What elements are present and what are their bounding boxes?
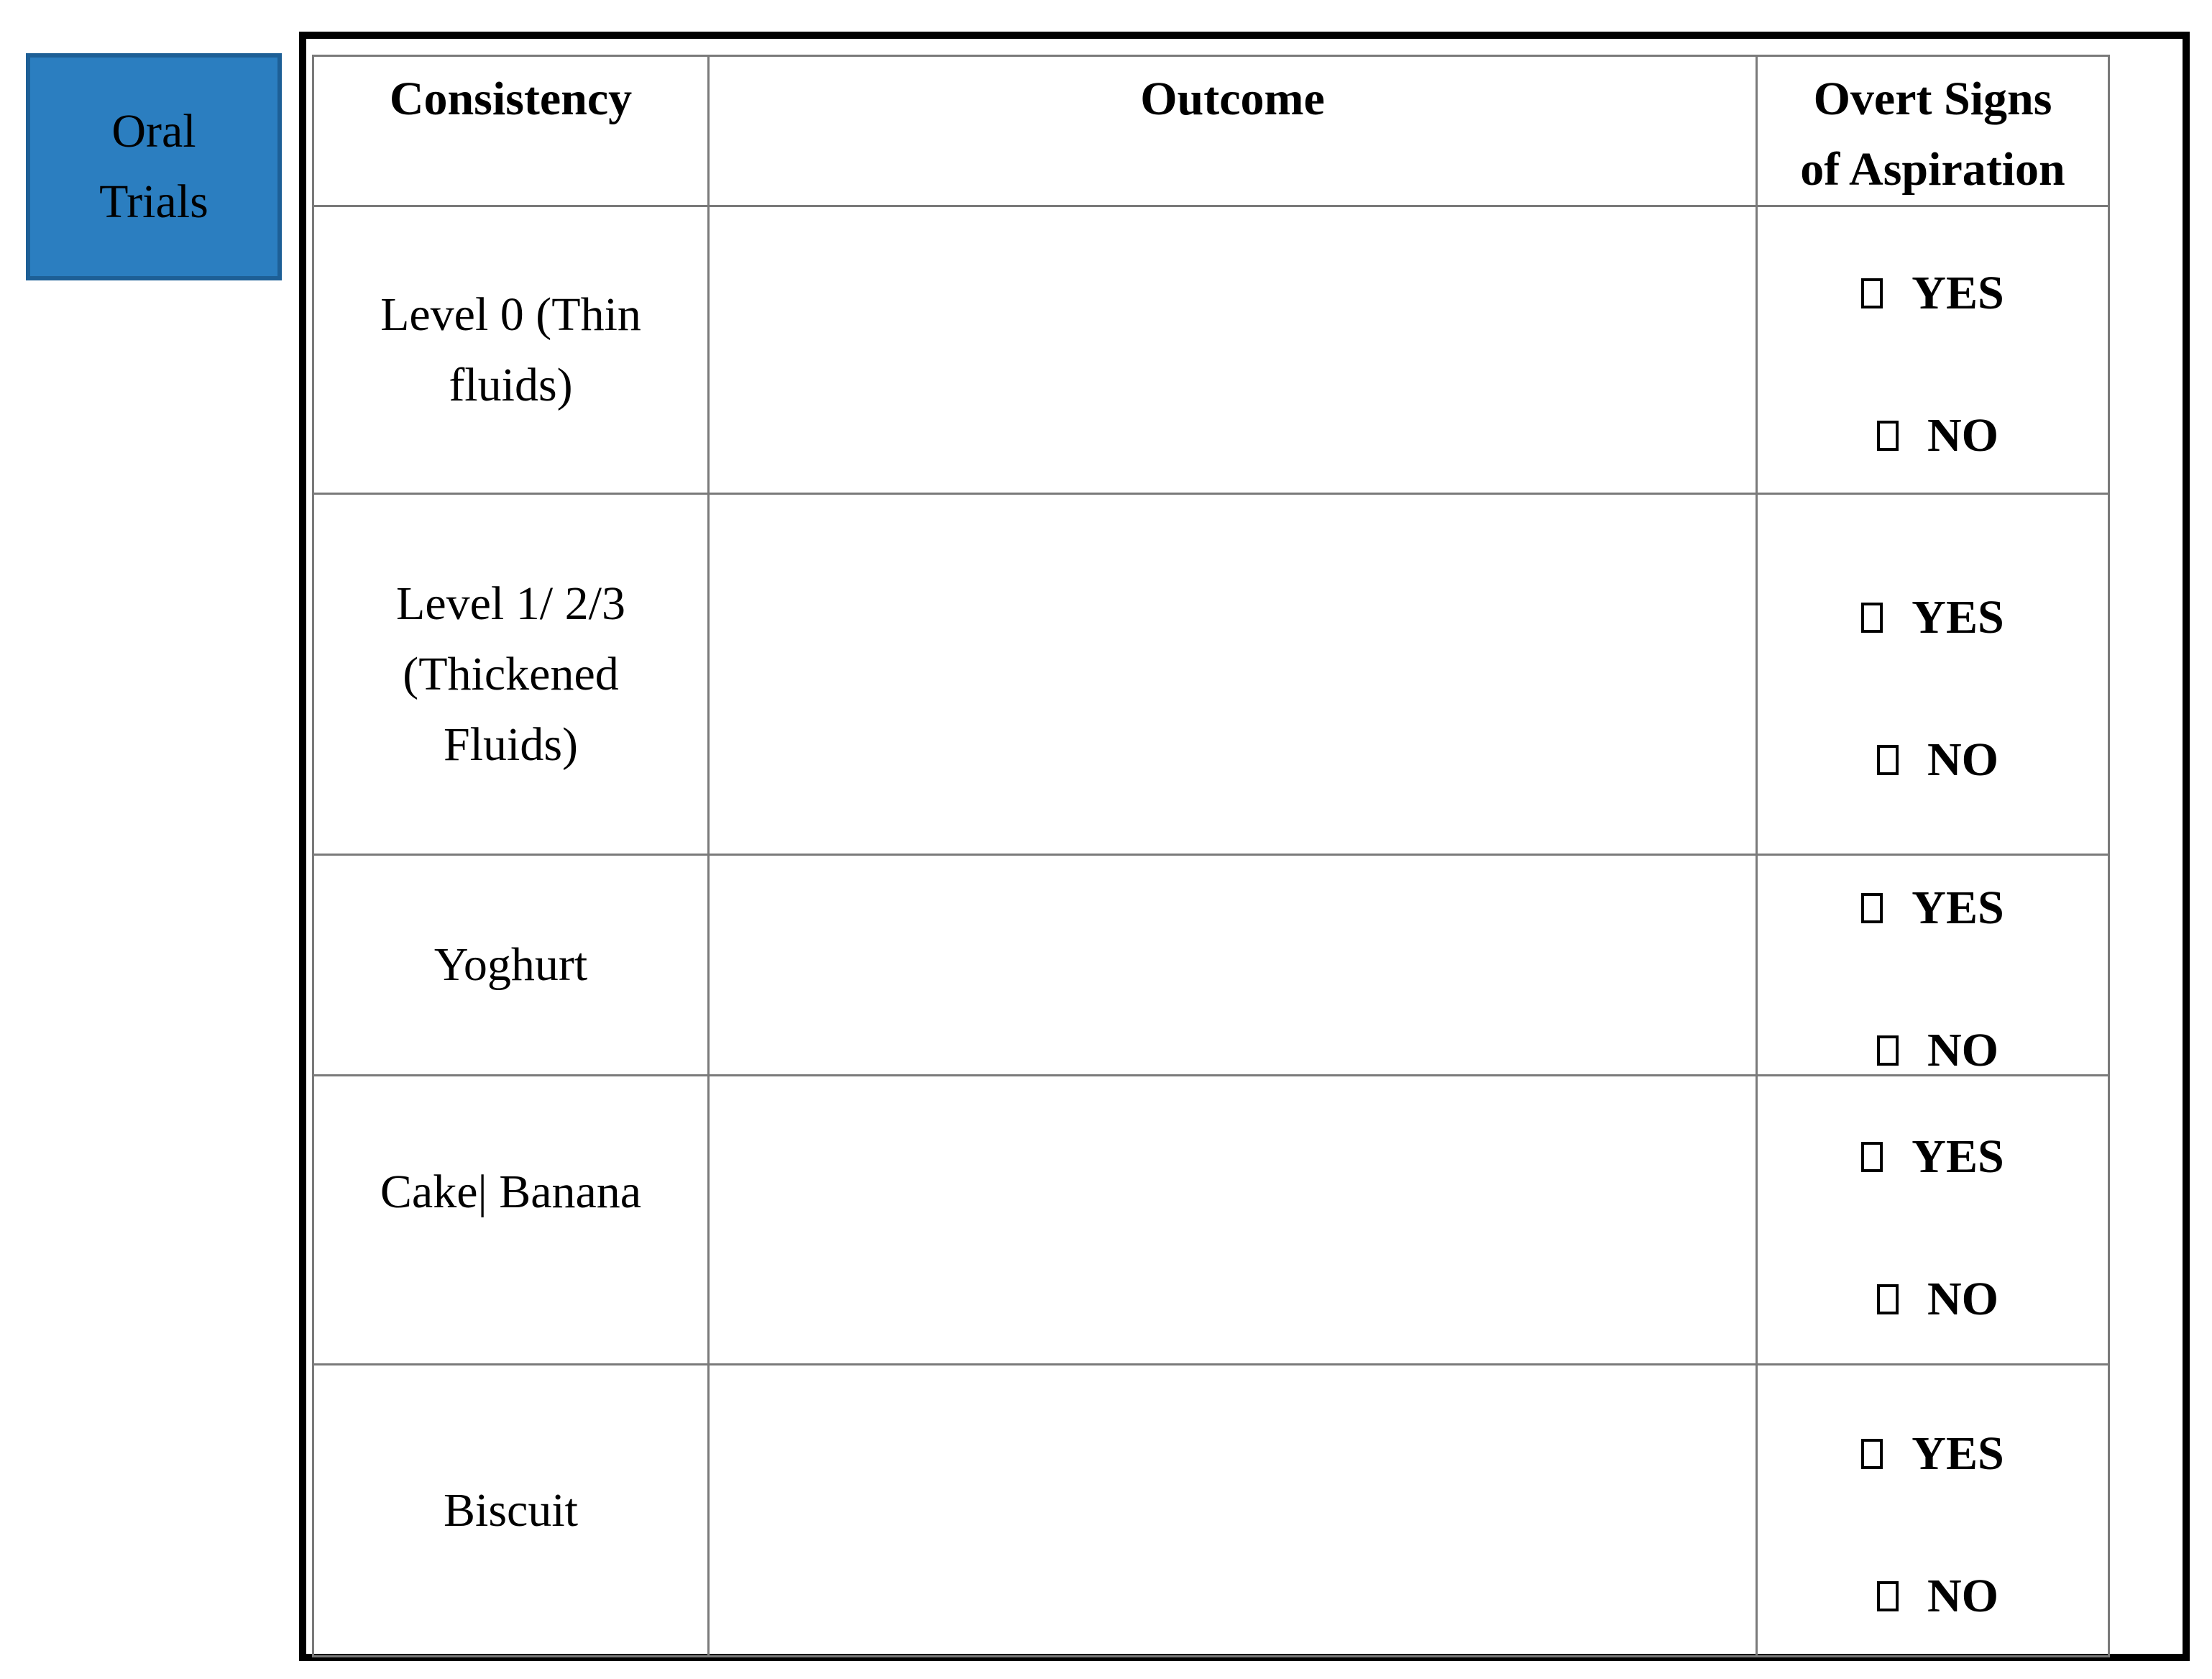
oral-trials-label [26,53,282,280]
no-option[interactable] [1758,1024,2108,1076]
consistency-cell: Level 0 (Thin fluids) [313,206,709,494]
yes-checkbox[interactable] [1861,1439,1883,1469]
consistency-cell: Cake| Banana [313,1076,709,1365]
header-outcome: Outcome [709,56,1757,206]
no-checkbox[interactable] [1877,421,1899,451]
yes-option[interactable] [1758,1130,2108,1183]
outcome-cell[interactable] [709,1076,1757,1365]
header-overt-signs: Overt Signs of Aspiration [1757,56,2109,206]
no-label: NO [1927,408,1998,462]
signs-cell [1757,494,2109,855]
oral-trials-label-line-2: Trials [99,175,208,228]
yes-label: YES [1912,882,2004,934]
yes-checkbox[interactable] [1861,603,1883,633]
table-row [313,1076,2109,1365]
no-label: NO [1927,733,1998,786]
no-label: NO [1927,1272,1998,1325]
no-checkbox[interactable] [1877,1284,1899,1314]
yes-option[interactable] [1758,266,2108,319]
header-consistency: Consistency [313,56,709,206]
header-row [313,56,2109,206]
yes-label: YES [1912,1130,2004,1183]
outcome-cell[interactable] [709,494,1757,855]
consistency-cell: Yoghurt [313,855,709,1076]
signs-cell [1757,1365,2109,1657]
yes-checkbox[interactable] [1861,1142,1883,1172]
no-label: NO [1927,1024,1998,1076]
oral-trials-label-line-1: Oral [111,105,196,157]
yes-option[interactable] [1758,884,2108,932]
consistency-cell: Biscuit [313,1365,709,1657]
yes-label: YES [1912,1427,2004,1480]
no-label: NO [1927,1569,1998,1622]
consistency-cell: Level 1/ 2/3 (Thickened Fluids) [313,494,709,855]
no-checkbox[interactable] [1877,745,1899,775]
yes-label: YES [1912,266,2004,319]
outcome-cell[interactable] [709,206,1757,494]
yes-option[interactable] [1758,1427,2108,1480]
table-row [313,1365,2109,1657]
table-row [313,206,2109,494]
oral-trials-table [312,55,2110,1657]
yes-checkbox[interactable] [1861,893,1883,923]
signs-cell [1757,855,2109,1076]
outcome-cell[interactable] [709,1365,1757,1657]
no-option[interactable] [1758,733,2108,786]
yes-option[interactable] [1758,590,2108,644]
table-row [313,494,2109,855]
no-option[interactable] [1758,1272,2108,1325]
no-checkbox[interactable] [1877,1581,1899,1611]
signs-cell [1757,1076,2109,1365]
yes-checkbox[interactable] [1861,278,1883,308]
no-checkbox[interactable] [1877,1035,1899,1066]
yes-label: YES [1912,590,2004,644]
no-option[interactable] [1758,1569,2108,1622]
outcome-cell[interactable] [709,855,1757,1076]
no-option[interactable] [1758,408,2108,462]
signs-cell [1757,206,2109,494]
table-row [313,855,2109,1076]
